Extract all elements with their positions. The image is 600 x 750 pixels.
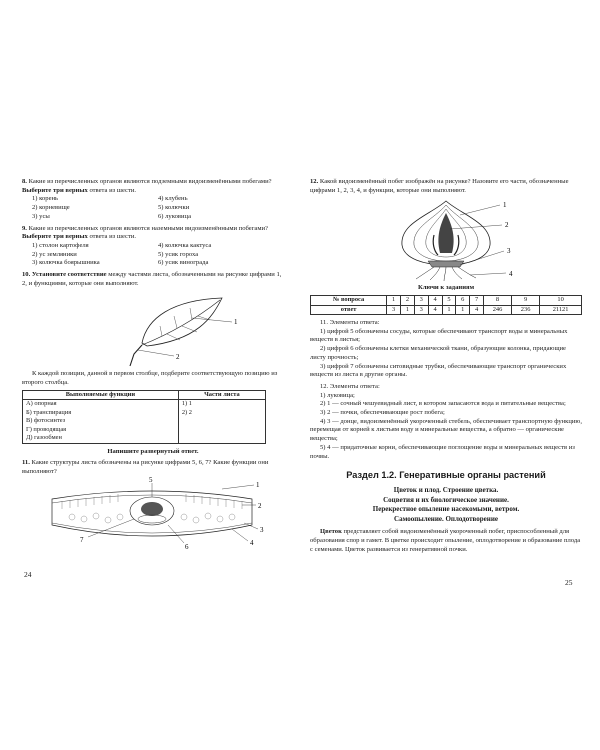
fig-label: 1 [503, 201, 507, 210]
options-list [22, 242, 284, 268]
option: 4) колючка кактуса [158, 241, 212, 249]
section-subtitle [310, 486, 582, 524]
table-cell: 10 [540, 296, 582, 305]
fig-label: 2 [505, 221, 509, 230]
answer-item: 2) цифрой 6 обозначены клетки механической ткани, образующие колонка, придающие листу прочность; [310, 345, 566, 361]
part-item: 2) 2 [181, 408, 192, 416]
fig-label: 1 [256, 480, 260, 489]
row-label: ответ [311, 305, 387, 314]
question-number: 8. [22, 178, 27, 185]
option: 6) луковица [158, 212, 191, 220]
answer-item: 1) луковица; [320, 391, 355, 399]
fig-label: 6 [185, 542, 189, 551]
part-item: 1) 1 [181, 400, 192, 408]
table-row [311, 296, 582, 305]
question-instruction: Выберите три верных [22, 186, 88, 194]
keys-title: Ключи к заданиям [417, 284, 475, 292]
question-10 [22, 271, 284, 456]
table-cell: 6 [456, 296, 470, 305]
question-11 [22, 459, 284, 566]
table-cell: 236 [512, 305, 540, 314]
option: 6) усик винограда [158, 259, 209, 267]
table-cell: 1 [401, 305, 415, 314]
answer-item: 3) 2 — почки, обеспечивающие рост побега; [320, 409, 445, 417]
question-instruction: Установите соответствие [31, 271, 107, 279]
fig-label: 4 [250, 538, 254, 547]
subtitle-line: Соцветия и их биологическое значение. [383, 495, 509, 504]
fig-label: 1 [234, 318, 238, 327]
fig-label: 2 [176, 353, 180, 362]
answer-head: 11. Элементы ответа: [320, 319, 380, 327]
fig-label: 7 [80, 535, 84, 544]
question-text: Какие структуры листа обозначены на рисунке цифрами 5, 6, 7? Какие функции они выполняют? [22, 459, 269, 475]
intro-term: Цветок [320, 528, 342, 536]
question-number: 9. [22, 224, 27, 232]
leaf-figure [22, 288, 284, 370]
table-cell: 1 [456, 305, 470, 314]
table-cell: 1 [387, 296, 401, 305]
parts-list [178, 400, 265, 443]
table-cell: 4 [470, 305, 484, 314]
section-title: Раздел 1.2. Генеративные органы растений [346, 470, 546, 481]
question-number: 11. [22, 459, 30, 467]
option: 3) усы [32, 212, 50, 220]
fig-label: 4 [509, 270, 513, 279]
question-tail: ответа из шести. [89, 186, 137, 194]
bulb-figure [310, 195, 582, 281]
left-page [22, 178, 284, 570]
function-item: В) фотосинтез [26, 417, 66, 425]
subtitle-line: Самоопыление. Оплодотворение [394, 514, 498, 523]
answer-11 [310, 319, 582, 380]
answer-note: Напишите развернутый ответ. [107, 447, 199, 455]
answer-item: 5) 4 — придаточные корни, обеспечивающие поглощение воды и минеральных веществ из почвы. [310, 443, 575, 460]
option: 2) корневище [32, 204, 70, 212]
fig-label: 5 [149, 476, 153, 484]
leaf-cross-section-figure [22, 477, 284, 567]
question-text: между частями листа, обозначенными на рисунке цифрами 1, 2, и функциями, которые они выполняют. [22, 271, 282, 287]
option: 1) корень [32, 195, 59, 203]
question-8 [22, 178, 284, 222]
table-cell: 3 [414, 296, 428, 305]
table-cell: 246 [483, 305, 511, 314]
table-header: Выполняемые функции [23, 390, 179, 399]
function-item: Д) газообмен [26, 434, 62, 442]
page-number-right: 25 [565, 578, 573, 587]
answer-12 [310, 383, 582, 461]
question-text: Какие из перечисленных органов являются наземными видоизменёнными побегами? [28, 224, 268, 232]
table-row [311, 305, 582, 314]
option: 5) колючки [158, 204, 190, 212]
right-page [310, 178, 582, 554]
option: 5) усик гороха [158, 250, 199, 258]
question-number: 10. [22, 271, 31, 279]
answer-head: 12. Элементы ответа: [320, 382, 380, 390]
function-item: Б) транспирация [26, 408, 72, 416]
option: 1) столон картофеля [32, 241, 89, 249]
question-text: Какие из перечисленных органов являются подземными видоизменёнными побегами? [28, 178, 272, 185]
answer-keys-table [310, 295, 582, 315]
table-header: Части листа [178, 390, 265, 399]
answer-item: 4) 3 — донце, видоизменённый укороченный стебель, обеспечивает транспортную функцию, перемещая от корней к листьям воду и минеральные вещества, а обратно — органические вещества; [310, 417, 582, 443]
answer-item: 1) цифрой 5 обозначены сосуды, которые обеспечивают транспорт воды и минеральных веществ в листья; [310, 327, 568, 344]
table-cell: 3 [414, 305, 428, 314]
question-12 [310, 178, 582, 281]
fig-label: 3 [507, 247, 511, 256]
option: 4) клубень [158, 195, 188, 203]
question-text: Какой видоизменённый побег изображён на рисунке? Назовите его части, обозначенные цифрами 1, 2, 3, 4, и функции, которые они выполняют. [310, 178, 569, 194]
subtitle-line: Цветок и плод. Строение цветка. [393, 486, 499, 495]
table-cell: 2 [401, 296, 415, 305]
table-cell: 1 [442, 305, 456, 314]
table-cell: 5 [442, 296, 456, 305]
function-item: А) опорная [26, 400, 57, 408]
intro-paragraph [310, 528, 582, 554]
option: 2) ус земляники [32, 250, 77, 258]
question-9 [22, 225, 284, 269]
option: 3) колючка боярышника [32, 259, 100, 267]
options-list [22, 195, 284, 221]
table-cell: 9 [512, 296, 540, 305]
subtitle-line: Перекрестное опыление насекомыми, ветром. [372, 505, 520, 514]
question-number: 12. [310, 178, 319, 185]
question-instruction: Выберите три верных [22, 233, 88, 241]
table-cell: 7 [470, 296, 484, 305]
page-number-left: 24 [24, 570, 32, 579]
answer-item: 2) 1 — сочный чешуевидный лист, в котором запасаются вода и питательные вещества; [320, 400, 566, 408]
matching-instruction: К каждой позиции, данной в первом столбце, подберите соответствующую позицию из второго столбца. [22, 370, 278, 387]
function-list [23, 400, 179, 443]
intro-text: представляет собой видоизменённый укороченный побег, приспособленный для образования спор и гамет. В цветке происходит опыление, оплодотворение и образование плода с семенами. Цветок развивается из генеративной почки. [310, 528, 581, 553]
row-label: № вопроса [311, 296, 387, 305]
fig-label: 2 [258, 501, 262, 510]
table-cell: 3 [387, 305, 401, 314]
table-cell: 21121 [540, 305, 582, 314]
question-tail: ответа из шести. [89, 233, 137, 241]
table-cell: 8 [483, 296, 511, 305]
fig-label: 3 [260, 525, 264, 534]
table-cell: 4 [428, 296, 442, 305]
matching-table [22, 390, 266, 444]
function-item: Г) проводящая [26, 425, 67, 433]
answer-item: 3) цифрой 7 обозначены ситовидные трубки, обеспечивающие транспорт органических веществ из листа в другие органы. [310, 362, 567, 379]
table-cell: 4 [428, 305, 442, 314]
